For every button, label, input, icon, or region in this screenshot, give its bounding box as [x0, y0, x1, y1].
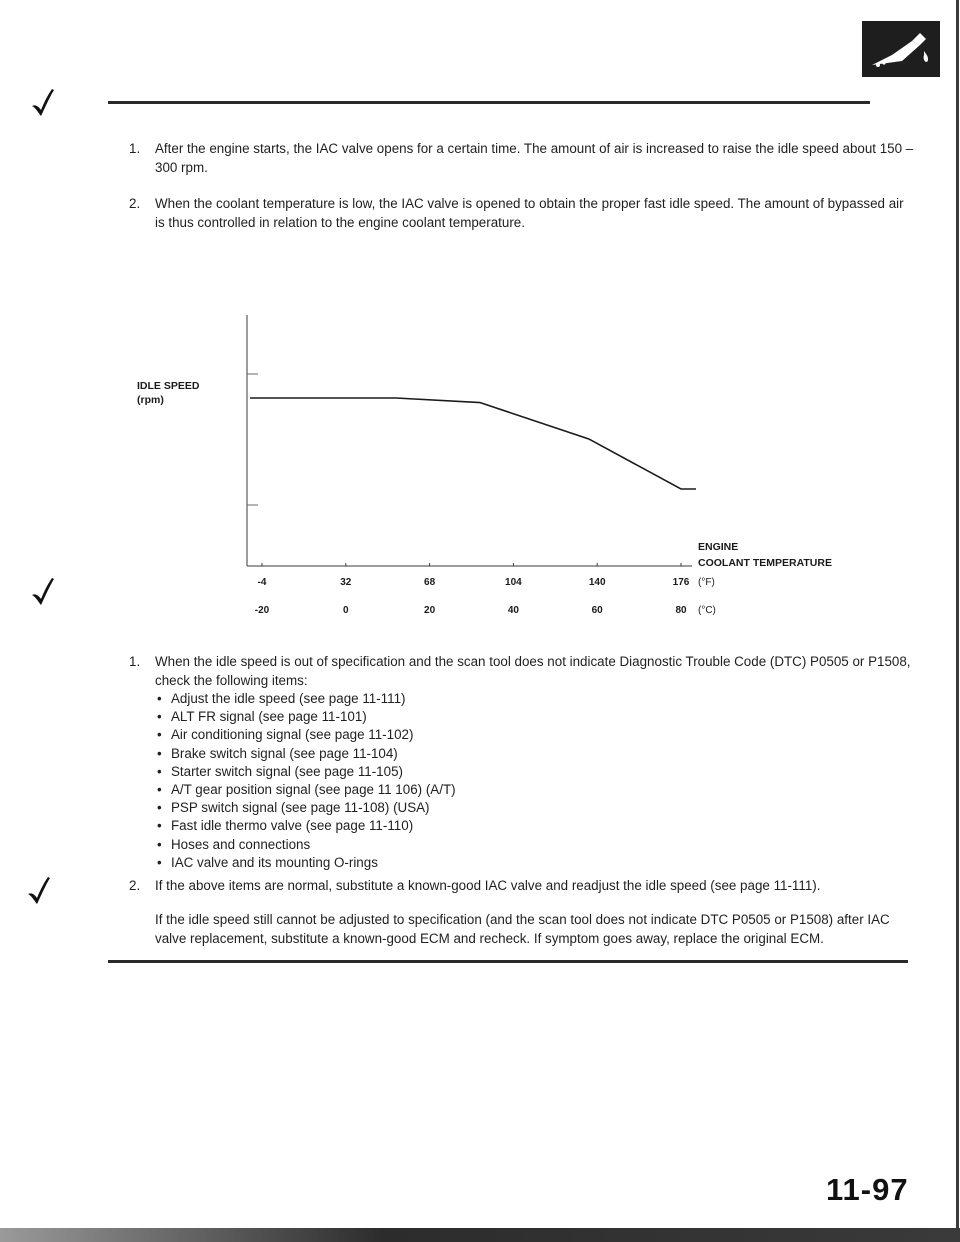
check-mark-icon: [26, 876, 52, 906]
checklist: [155, 690, 755, 872]
paragraph-4: [129, 876, 915, 895]
checklist-item: • Starter switch signal (see page 11-105): [155, 763, 755, 781]
checklist-item: • Fast idle thermo valve (see page 11-110): [155, 817, 755, 835]
x-tick-label-f: -4: [257, 577, 267, 588]
checklist-item: • Brake switch signal (see page 11-104): [155, 745, 755, 763]
bottom-strip: [0, 1228, 960, 1242]
y-axis-unit: (rpm): [137, 394, 164, 406]
checklist-item: • Hoses and connections: [155, 836, 755, 854]
checklist-item: • Adjust the idle speed (see page 11-111): [155, 690, 755, 708]
x-tick-label-c: 20: [424, 605, 436, 616]
checklist-item: • PSP switch signal (see page 11-108) (USA): [155, 799, 755, 817]
y-axis-label: IDLE SPEED: [137, 380, 200, 392]
x-unit-f: (°F): [698, 577, 715, 588]
x-axis-ticks: [255, 563, 690, 616]
x-tick-label-c: 80: [675, 605, 687, 616]
x-tick-label-c: 0: [343, 605, 349, 616]
paragraph-number: 1.: [129, 141, 141, 156]
x-axis-label: ENGINE: [698, 541, 739, 553]
paragraph-number: 1.: [129, 654, 141, 669]
x-tick-label-f: 140: [588, 577, 606, 588]
checklist-item: • A/T gear position signal (see page 11 106) (A/T): [155, 781, 755, 799]
checklist-item: • IAC valve and its mounting O-rings: [155, 854, 755, 872]
paragraph-number: 2.: [129, 196, 141, 211]
x-tick-label-f: 32: [340, 577, 352, 588]
paragraph-3: [129, 652, 915, 690]
x-tick-label-f: 104: [505, 577, 522, 588]
paragraph-5: [155, 910, 915, 948]
paragraph-text: After the engine starts, the IAC valve opens for a certain time. The amount of air is increased to raise the idle speed about 150 – 300 rpm.: [155, 141, 914, 175]
x-tick-label-c: 40: [507, 605, 519, 616]
idle-speed-curve: [250, 398, 696, 489]
x-tick-label-f: 68: [424, 577, 436, 588]
x-axis-label: COOLANT TEMPERATURE: [698, 557, 832, 569]
checklist-item: • ALT FR signal (see page 11-101): [155, 708, 755, 726]
paragraph-text: If the idle speed still cannot be adjusted to specification (and the scan tool does not indicate DTC P0505 or P1508) after IAC valve replacement, substitute a known-good ECM and recheck. If symptom goes away, replace the original ECM.: [155, 912, 890, 946]
paragraph-text: When the idle speed is out of specification and the scan tool does not indicate Diagnostic Trouble Code (DTC) P0505 or P1508, check the following items:: [155, 654, 911, 688]
paragraph-text: When the coolant temperature is low, the IAC valve is opened to obtain the proper fast idle speed. The amount of bypassed air is thus controlled in relation to the engine coolant temperature.: [155, 196, 904, 230]
x-tick-label-c: 60: [591, 605, 603, 616]
x-tick-label-f: 176: [672, 577, 690, 588]
bottom-rule: [108, 960, 908, 963]
checklist-item: • Air conditioning signal (see page 11-102): [155, 726, 755, 744]
x-unit-c: (°C): [698, 605, 716, 616]
page-number: 11-97: [826, 1172, 909, 1207]
paragraph-number: 2.: [129, 878, 141, 893]
x-tick-label-c: -20: [254, 605, 270, 616]
paragraph-text: If the above items are normal, substitute a known-good IAC valve and readjust the idle speed (see page 11-111).: [155, 878, 821, 893]
